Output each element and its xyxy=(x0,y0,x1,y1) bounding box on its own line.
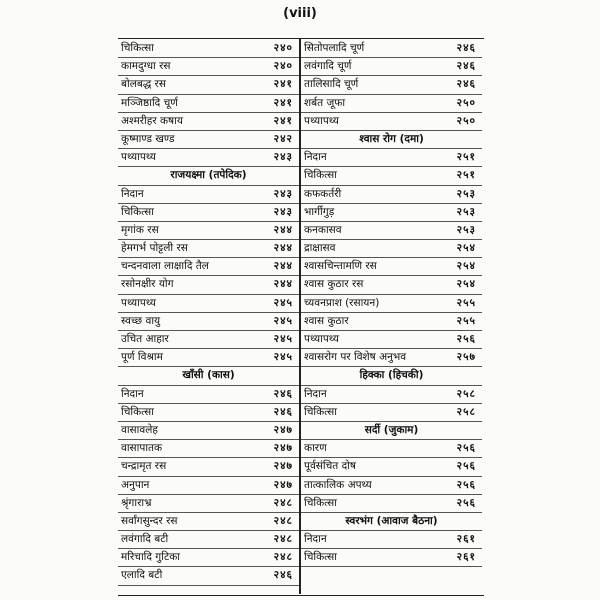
index-entry xyxy=(301,549,482,567)
entry-page-number: २४६ xyxy=(456,42,476,54)
entry-page-number: २५० xyxy=(456,96,476,109)
index-entry xyxy=(118,549,299,567)
index-entry xyxy=(301,313,482,331)
entry-page-number: २४८ xyxy=(273,551,293,564)
entry-title: अश्मरीहर कषाय xyxy=(121,114,183,127)
index-entry xyxy=(301,149,482,167)
section-heading xyxy=(301,367,482,385)
index-entry xyxy=(301,240,482,258)
section-heading-text: स्वरभंग (आवाज बैठना) xyxy=(345,514,438,527)
entry-title: बोलबद्ध रस xyxy=(121,78,166,91)
entry-title: चिकित्सा xyxy=(121,405,154,418)
index-entry xyxy=(301,404,482,422)
entry-title: पूर्वसंचित दोष xyxy=(304,460,356,473)
entry-page-number: २४१ xyxy=(273,114,293,127)
entry-title: श्वास कुठार xyxy=(304,314,349,327)
right-column xyxy=(301,40,482,567)
entry-title: पथ्यापथ्य xyxy=(121,296,156,309)
index-entry xyxy=(118,222,299,240)
index-entry xyxy=(118,258,299,276)
entry-title: निदान xyxy=(304,151,327,164)
entry-page-number: २५८ xyxy=(456,405,476,418)
entry-page-number: २४७ xyxy=(273,442,293,455)
entry-page-number: २५६ xyxy=(456,478,476,491)
entry-title: चिकित्सा xyxy=(121,205,154,218)
entry-title: लवंगादि बटी xyxy=(121,533,169,546)
index-entry xyxy=(118,495,299,513)
index-entry xyxy=(118,458,299,476)
index-entry xyxy=(118,513,299,531)
entry-title: चन्दनवाला लाक्षादि तैल xyxy=(121,260,209,273)
section-heading-text: खाँसी (कास) xyxy=(182,369,235,382)
entry-page-number: २५७ xyxy=(456,351,476,364)
index-entry xyxy=(118,440,299,458)
section-heading xyxy=(301,131,482,149)
page-number: (viii) xyxy=(283,6,317,21)
index-entry xyxy=(301,113,482,131)
index-entry xyxy=(301,276,482,294)
entry-title: श्वासरोग पर विशेष अनुभव xyxy=(304,351,407,364)
index-entry xyxy=(301,477,482,495)
entry-page-number: २५३ xyxy=(456,187,476,200)
entry-page-number: २४७ xyxy=(273,460,293,473)
index-entry xyxy=(301,331,482,349)
index-entry xyxy=(301,258,482,276)
entry-page-number: २४५ xyxy=(273,351,293,364)
entry-title: निदान xyxy=(304,533,327,546)
entry-title: चिकित्सा xyxy=(304,496,337,509)
entry-page-number: २४६ xyxy=(273,405,293,418)
entry-title: कामदुग्धा रस xyxy=(121,60,171,73)
index-entry xyxy=(118,131,299,149)
section-heading xyxy=(118,367,299,385)
entry-page-number: २५८ xyxy=(456,387,476,400)
index-entry xyxy=(118,404,299,422)
entry-title: निदान xyxy=(121,387,144,400)
entry-page-number: २५१ xyxy=(456,169,476,182)
entry-title: चिकित्सा xyxy=(121,42,154,54)
entry-page-number: २४६ xyxy=(273,387,293,400)
index-entry xyxy=(301,222,482,240)
entry-title: कारण xyxy=(304,442,327,455)
section-heading xyxy=(118,167,299,185)
index-entry xyxy=(118,313,299,331)
entry-page-number: २४६ xyxy=(273,569,293,582)
index-entry xyxy=(118,186,299,204)
entry-title: शर्बत जूफा xyxy=(304,96,346,109)
entry-page-number: २४८ xyxy=(273,496,293,509)
entry-page-number: २४१ xyxy=(273,78,293,91)
entry-page-number: २५६ xyxy=(456,442,476,455)
entry-title: लवंगादि चूर्ण xyxy=(304,60,352,73)
index-entry xyxy=(118,295,299,313)
entry-title: पथ्यापथ्य xyxy=(304,333,339,345)
entry-title: हेमगर्भ पोट्टली रस xyxy=(121,242,188,255)
entry-page-number: २४२ xyxy=(273,132,293,145)
entry-title: कूष्माण्ड खण्ड xyxy=(121,132,175,145)
entry-title: वासावलेह xyxy=(121,423,158,436)
index-entry xyxy=(301,495,482,513)
index-entry xyxy=(118,349,299,367)
entry-page-number: २४१ xyxy=(273,96,293,109)
entry-title: मृगांक रस xyxy=(121,223,159,236)
entry-title: स्वच्छ वायु xyxy=(121,314,161,327)
index-entry xyxy=(118,149,299,167)
index-entry xyxy=(301,76,482,94)
entry-page-number: २४७ xyxy=(273,478,293,491)
index-entry xyxy=(118,567,299,585)
entry-title: कनकासव xyxy=(304,223,342,236)
entry-title: श्रृंगाराभ्र xyxy=(121,496,152,509)
index-entry xyxy=(118,386,299,404)
entry-page-number: २४४ xyxy=(273,278,293,291)
entry-page-number: २५५ xyxy=(456,314,476,327)
entry-page-number: २५४ xyxy=(456,260,476,273)
entry-title: चिकित्सा xyxy=(304,405,337,418)
entry-title: एलादि बटी xyxy=(121,569,163,582)
entry-page-number: २४३ xyxy=(273,151,293,164)
entry-page-number: २५४ xyxy=(456,242,476,255)
entry-title: मञ्जिष्ठादि चूर्ण xyxy=(121,96,178,109)
index-entry xyxy=(118,95,299,113)
entry-title: पूर्ण विश्राम xyxy=(121,351,163,364)
index-entry xyxy=(118,276,299,294)
entry-title: तात्कालिक अपथ्य xyxy=(304,478,372,491)
entry-title: कफकर्तरी xyxy=(304,187,342,200)
section-heading-text: श्वास रोग (दमा) xyxy=(359,132,424,145)
index-entry xyxy=(301,440,482,458)
entry-page-number: २५० xyxy=(456,114,476,127)
entry-page-number: २६१ xyxy=(456,533,476,546)
entry-title: पथ्यापथ्य xyxy=(304,114,339,127)
entry-title: भार्गीगुड़ xyxy=(304,205,335,218)
entry-page-number: २४६ xyxy=(456,78,476,91)
entry-page-number: २४३ xyxy=(273,205,293,218)
section-heading xyxy=(301,422,482,440)
index-entry xyxy=(118,240,299,258)
entry-page-number: २६१ xyxy=(456,551,476,564)
entry-page-number: २५१ xyxy=(456,151,476,164)
entry-page-number: २४० xyxy=(273,60,293,73)
entry-page-number: २४८ xyxy=(273,514,293,527)
index-entry xyxy=(118,531,299,549)
index-entry xyxy=(301,95,482,113)
index-entry xyxy=(301,40,482,58)
index-entry xyxy=(118,40,299,58)
index-entry xyxy=(118,113,299,131)
section-heading-text: हिक्का (हिचकी) xyxy=(359,369,424,382)
entry-title: श्वासचिन्तामणि रस xyxy=(304,260,377,273)
index-entry xyxy=(301,204,482,222)
entry-title: चिकित्सा xyxy=(304,169,337,182)
index-entry xyxy=(301,386,482,404)
entry-page-number: २५६ xyxy=(456,460,476,473)
left-column xyxy=(118,40,299,586)
entry-title: द्राक्षासव xyxy=(304,242,336,255)
entry-page-number: २५३ xyxy=(456,223,476,236)
entry-title: श्वास कुठार रस xyxy=(304,278,364,291)
index-entry xyxy=(301,349,482,367)
entry-page-number: २५४ xyxy=(456,278,476,291)
index-entry xyxy=(118,422,299,440)
entry-page-number: २५३ xyxy=(456,205,476,218)
entry-page-number: २४५ xyxy=(273,314,293,327)
entry-title: सितोपलादि चूर्ण xyxy=(304,42,365,54)
index-entry xyxy=(118,58,299,76)
entry-title: रसोनक्षीर योग xyxy=(121,278,174,291)
entry-page-number: २५६ xyxy=(456,496,476,509)
entry-page-number: २४४ xyxy=(273,223,293,236)
entry-title: सर्वांगसुन्दर रस xyxy=(121,514,178,527)
entry-title: अनुपान xyxy=(121,478,150,491)
section-heading-text: राजयक्ष्मा (तपेदिक) xyxy=(170,169,247,182)
index-entry xyxy=(118,331,299,349)
index-entry xyxy=(301,58,482,76)
entry-title: चन्द्रामृत रस xyxy=(121,460,167,473)
entry-title: चिकित्सा xyxy=(304,551,337,564)
index-entry xyxy=(301,186,482,204)
entry-title: मरिचादि गुटिका xyxy=(121,551,181,564)
entry-title: उचित आहार xyxy=(121,333,169,345)
entry-title: वासापातक xyxy=(121,442,163,455)
entry-title: निदान xyxy=(121,187,144,200)
entry-title: च्यवनप्राश (रसायन) xyxy=(304,296,380,309)
entry-page-number: २४४ xyxy=(273,242,293,255)
index-entry xyxy=(301,458,482,476)
entry-page-number: २४५ xyxy=(273,296,293,309)
index-entry xyxy=(301,167,482,185)
entry-page-number: २४० xyxy=(273,42,293,54)
section-heading xyxy=(301,513,482,531)
entry-page-number: २४५ xyxy=(273,333,293,345)
index-entry xyxy=(118,76,299,94)
index-entry xyxy=(301,531,482,549)
section-heading-text: सर्दी (जुकाम) xyxy=(364,423,419,436)
entry-page-number: २४४ xyxy=(273,260,293,273)
entry-title: पथ्यापथ्य xyxy=(121,151,156,164)
entry-page-number: २४३ xyxy=(273,187,293,200)
index-entry xyxy=(118,477,299,495)
entry-title: तालिसादि चूर्ण xyxy=(304,78,359,91)
entry-page-number: २४७ xyxy=(273,423,293,436)
index-entry xyxy=(118,204,299,222)
entry-page-number: २४८ xyxy=(273,533,293,546)
entry-page-number: २४६ xyxy=(456,60,476,73)
index-entry xyxy=(301,295,482,313)
entry-page-number: २५५ xyxy=(456,296,476,309)
entry-page-number: २५६ xyxy=(456,333,476,345)
entry-title: निदान xyxy=(304,387,327,400)
